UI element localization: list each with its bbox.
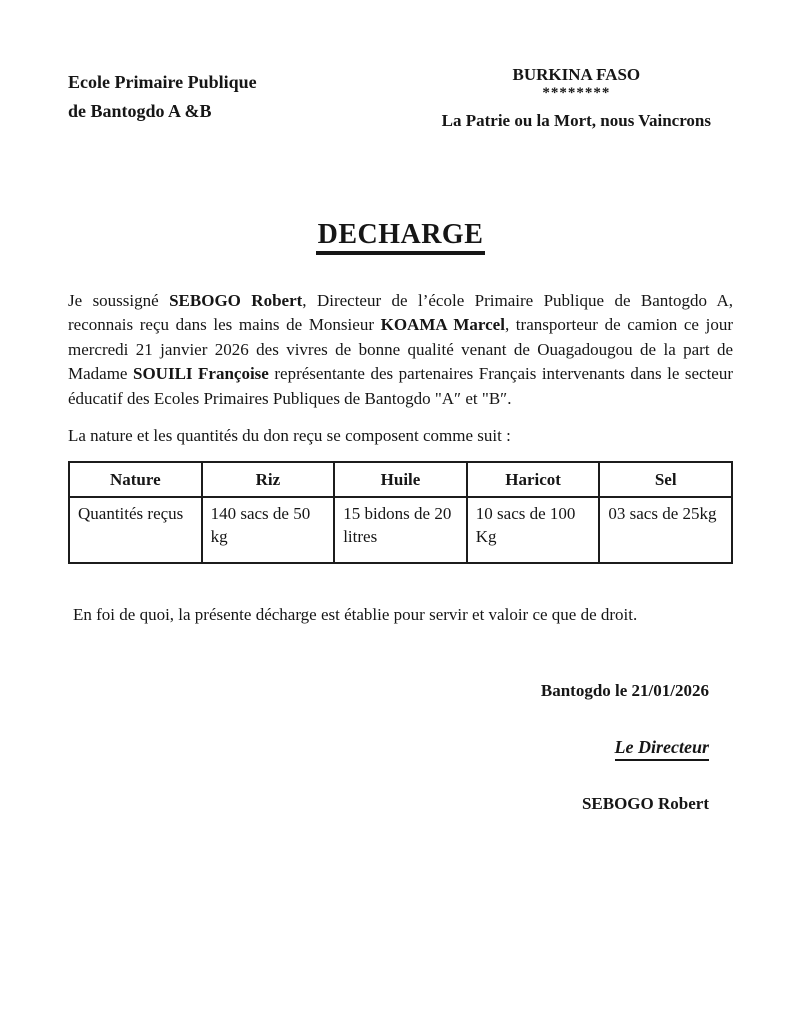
- column-header-sel: Sel: [599, 462, 732, 497]
- column-header-riz: Riz: [202, 462, 335, 497]
- intro-text: représentante des partenaires Français intervenants dans le secteur éducatif des Ecoles Primaires Publiques de Bantogdo "A″ et "B″.: [68, 364, 734, 408]
- title-wrap: [68, 201, 733, 274]
- row-label-quantites: Quantités reçus: [69, 497, 202, 563]
- national-motto: La Patrie ou la Mort, nous Vaincrons: [441, 111, 711, 130]
- cell-haricot: 10 sacs de 100 Kg: [467, 497, 600, 563]
- intro-text: Je soussigné: [68, 290, 170, 310]
- intro-text: , transporteur de camion ce jour mercredi 21 janvier 2026 des vivres de bonne qualité venant de Ouagadougou de la part de Madame: [68, 315, 733, 383]
- intro-paragraph: [68, 289, 733, 412]
- closing-paragraph: En foi de quoi, la présente décharge est établie pour servir et valoir ce que de droit.: [73, 605, 638, 624]
- school-name-line2: de Bantogdo A &B: [68, 101, 212, 121]
- cell-huile: 15 bidons de 20 litres: [334, 497, 467, 563]
- signature-role-wrap: [68, 737, 709, 761]
- signature-role: Le Directeur: [615, 737, 709, 761]
- document-header: [68, 64, 733, 131]
- director-name: SEBOGO Robert: [169, 290, 303, 310]
- school-block: [68, 64, 257, 126]
- nation-block: [442, 64, 711, 131]
- page-title: DECHARGE: [316, 220, 486, 255]
- column-header-nature: Nature: [69, 462, 202, 497]
- signature-date: Bantogdo le 21/01/2026: [540, 680, 709, 700]
- donation-table: [68, 461, 733, 564]
- signature-name: SEBOGO Robert: [581, 793, 709, 813]
- cell-sel: 03 sacs de 25kg: [599, 497, 732, 563]
- column-header-haricot: Haricot: [467, 462, 600, 497]
- country-name: BURKINA FASO: [512, 65, 641, 84]
- column-header-huile: Huile: [334, 462, 467, 497]
- cell-riz: 140 sacs de 50 kg: [202, 497, 335, 563]
- donor-name: SOUILI Françoise: [133, 364, 269, 383]
- table-row: [69, 497, 732, 563]
- table-lead-line: La nature et les quantités du don reçu se composent comme suit :: [68, 426, 511, 445]
- transporter-name: KOAMA Marcel: [380, 315, 505, 334]
- table-header-row: [69, 462, 732, 497]
- separator-stars: ********: [542, 85, 611, 101]
- school-name-line1: Ecole Primaire Publique: [68, 72, 257, 92]
- signature-block: [68, 681, 733, 814]
- intro-text: , Directeur de l’école Primaire Publique de Bantogdo A, reconnais reçu dans les mains de Monsieur: [68, 290, 733, 334]
